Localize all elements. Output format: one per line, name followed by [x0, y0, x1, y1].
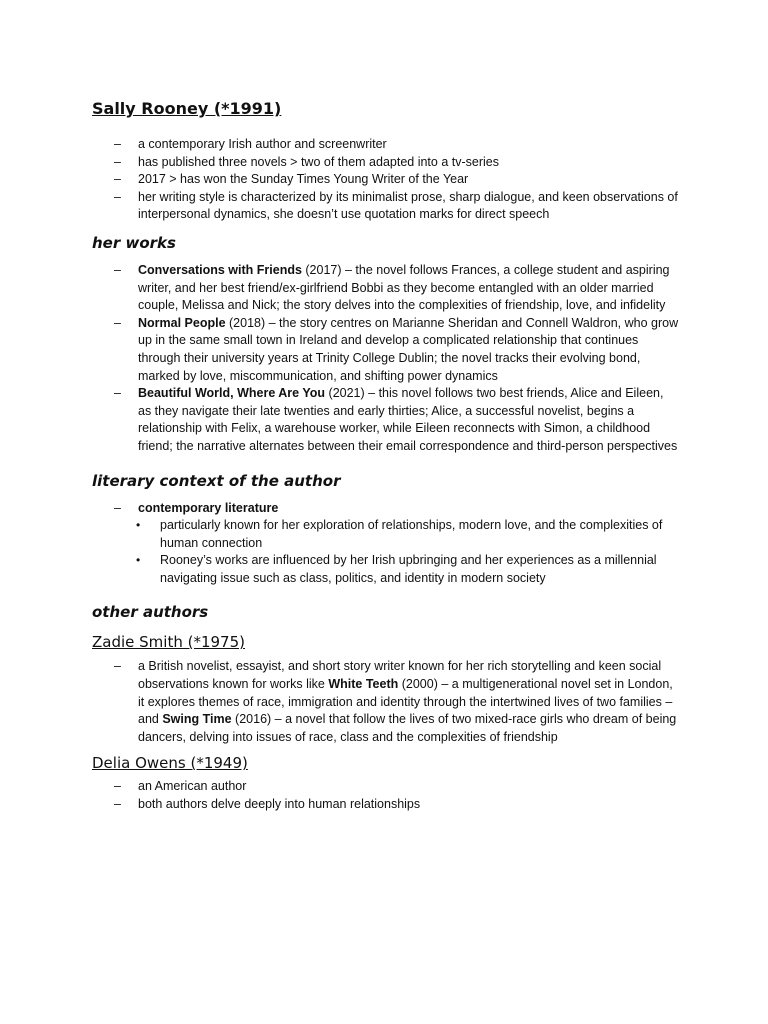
- works-heading: her works: [92, 233, 176, 252]
- work-item: [114, 315, 680, 385]
- context-heading: literary context of the author: [92, 471, 341, 490]
- list-item: [114, 189, 680, 224]
- work-description: (2017) – the novel follows Frances, a college student and aspiring writer, and her best friend/ex-girlfriend Bobbi as they become entangled with an older married couple, Melissa and Nick; the story delves into the complexities of friendship, love, and infidelity: [138, 262, 670, 313]
- works-list: [92, 262, 680, 456]
- list-item: [114, 171, 680, 189]
- dash-marker: –: [114, 262, 121, 277]
- spacer: [92, 224, 680, 232]
- work-description: (2021) – this novel follows two best friends, Alice and Eileen, as they navigate their late twenties and early thirties; Alice, a successful novelist, begins a relationship with Felix, a warehouse worker, while Eileen reconnects with Simon, a childhood friend; the narrative alternates between their email correspondence and third-person perspectives: [138, 386, 678, 453]
- dash-marker: –: [114, 137, 121, 151]
- book-title-swing-time: Swing Time: [162, 712, 232, 727]
- spacer: [92, 623, 680, 631]
- dash-marker: –: [114, 779, 121, 794]
- dash-marker: –: [114, 154, 121, 169]
- list-item: [114, 500, 680, 588]
- bullet-text: Rooney’s works are influenced by her Irish upbringing and her experiences as a millennial navigating issue such as class, politics, and identity in modern society: [160, 553, 657, 585]
- zadie-text-1: a British novelist, essayist, and short story writer known for her rich storytelling and keen social observations known for works like: [138, 659, 662, 692]
- book-title-white-teeth: White Teeth: [328, 677, 399, 692]
- intro-list: [92, 136, 680, 224]
- bullet-marker: •: [136, 518, 141, 533]
- bullet-item: [136, 552, 680, 587]
- bullet-text: particularly known for her exploration of relationships, modern love, and the complexities of human connection: [160, 518, 663, 550]
- zadie-text-2: (2000) – a multigenerational novel set in London, it explores themes of race, immigration and identity through the intertwined lives of two families – and: [138, 677, 673, 727]
- spacer: [92, 492, 680, 500]
- page-title: Sally Rooney (*1991): [92, 99, 282, 118]
- dash-marker: –: [114, 797, 121, 812]
- list-item: [114, 154, 680, 172]
- author-heading-zadie-smith: Zadie Smith (*1975): [92, 633, 245, 652]
- work-title: Normal People: [138, 315, 226, 330]
- delia-list: [92, 778, 680, 813]
- zadie-list: [92, 658, 680, 746]
- work-title: Beautiful World, Where Are You: [138, 386, 326, 401]
- author-heading-delia-owens: Delia Owens (*1949): [92, 754, 248, 773]
- dash-marker: –: [114, 386, 121, 401]
- context-points: [138, 517, 680, 587]
- bullet-marker: •: [136, 553, 141, 568]
- list-item-text: has published three novels > two of them adapted into a tv-series: [138, 154, 499, 169]
- spacer: [92, 587, 680, 601]
- list-item: [114, 778, 680, 796]
- dash-marker: –: [114, 315, 121, 330]
- work-item: [114, 385, 680, 455]
- spacer: [92, 254, 680, 262]
- zadie-text-3: (2016) – a novel that follow the lives of two mixed-race girls who dream of being dancers, delving into issues of race, class and the complexities of friendship: [138, 712, 677, 744]
- work-title: Conversations with Friends: [138, 262, 302, 277]
- spacer: [92, 456, 680, 470]
- other-authors-heading: other authors: [92, 603, 209, 622]
- dash-marker: –: [114, 189, 121, 204]
- list-item-text: 2017 > has won the Sunday Times Young Writer of the Year: [138, 172, 469, 187]
- list-item: [114, 796, 680, 814]
- dash-marker: –: [114, 172, 121, 187]
- work-item: [114, 262, 680, 315]
- list-item: [114, 658, 680, 746]
- list-item-text: her writing style is characterized by its minimalist prose, sharp dialogue, and keen observations of interpersonal dynamics, she doesn’t use quotation marks for direct speech: [138, 189, 678, 222]
- list-item-text: an American author: [138, 779, 247, 794]
- list-item: [114, 136, 680, 154]
- context-label: contemporary literature: [138, 500, 279, 515]
- list-item-text: a contemporary Irish author and screenwriter: [138, 137, 387, 151]
- list-item-text: both authors delve deeply into human relationships: [138, 797, 421, 812]
- context-list: [92, 500, 680, 588]
- work-description: (2018) – the story centres on Marianne Sheridan and Connell Waldron, who grow up in the same small town in Ireland and develop a complicated relationship that continues through their university years at Trinity College Dublin; the novel tracks their evolving bond, marked by love, miscommunication, and shifting power dynamics: [138, 315, 679, 383]
- bullet-item: [136, 517, 680, 552]
- dash-marker: –: [114, 659, 121, 674]
- document-page: [92, 98, 680, 814]
- dash-marker: –: [114, 500, 121, 515]
